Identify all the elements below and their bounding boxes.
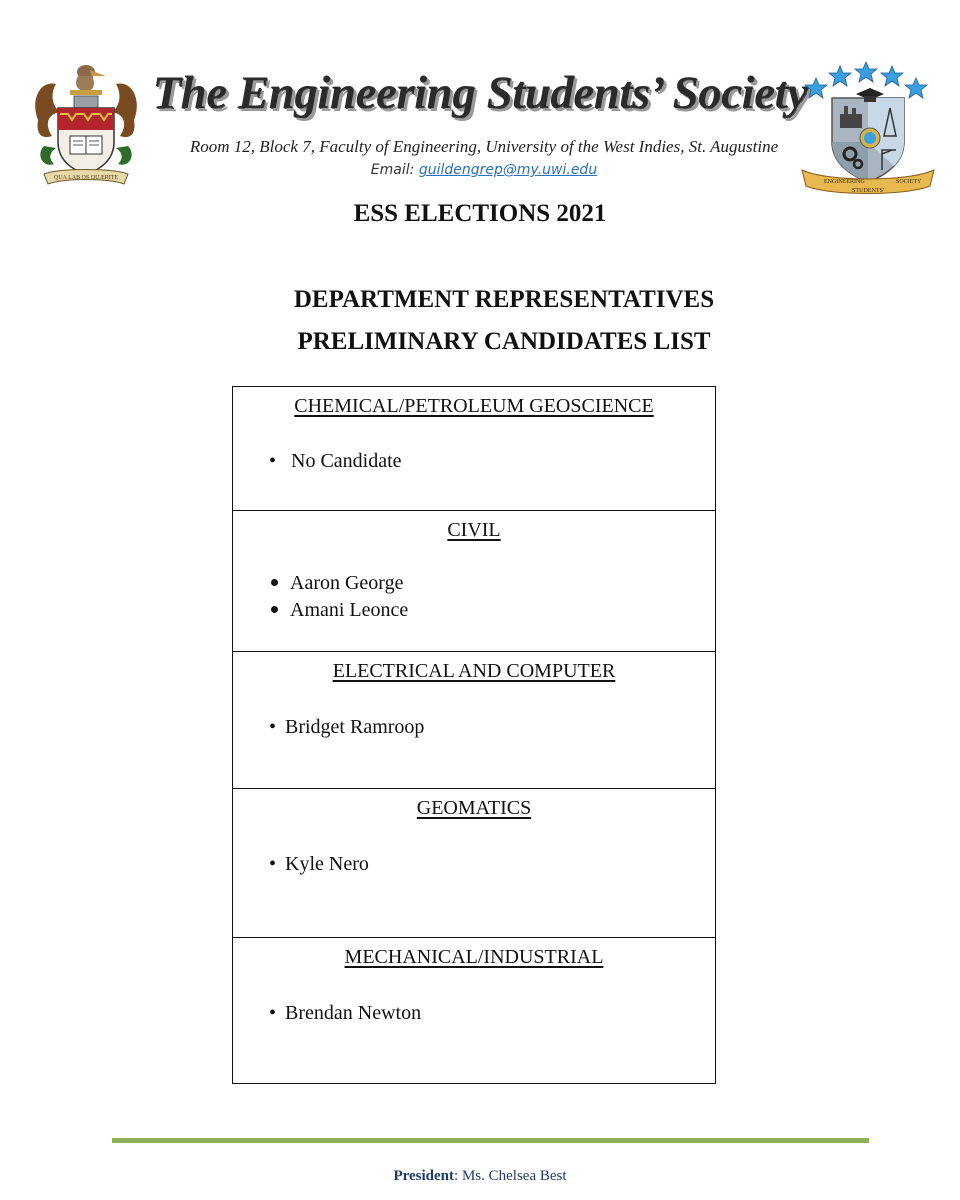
footer-president: [0, 1168, 960, 1185]
candidate-name: Aaron George: [290, 572, 404, 594]
candidate-name: Kyle Nero: [285, 853, 369, 875]
section-title: CHEMICAL/PETROLEUM GEOSCIENCE: [294, 395, 654, 417]
candidate-item: [269, 716, 424, 739]
bullet-icon: •: [269, 1002, 277, 1024]
crest-banner-right: SOCIETY: [896, 179, 922, 185]
uwi-coat-of-arms-logo: [30, 50, 142, 190]
bullet-icon: [271, 606, 278, 613]
candidate-item: [269, 853, 369, 876]
candidate-item: [269, 572, 403, 595]
candidate-item: [269, 599, 408, 622]
section-title: ELECTRICAL AND COMPUTER: [332, 660, 616, 682]
section-title: MECHANICAL/INDUSTRIAL: [344, 946, 604, 968]
candidate-name: Amani Leonce: [290, 599, 409, 621]
president-separator: :: [454, 1168, 462, 1184]
candidates-table: [232, 386, 716, 1084]
candidate-name: Bridget Ramroop: [285, 716, 425, 738]
candidate-item: [269, 450, 402, 473]
bullet-icon: •: [269, 716, 277, 738]
section-geomatics: [233, 788, 715, 937]
section-title: CIVIL: [447, 519, 501, 541]
candidate-name: Brendan Newton: [285, 1002, 422, 1024]
crest-banner-left: ENGINEERING: [824, 179, 865, 185]
crest-banner-mid: STUDENTS': [852, 188, 884, 194]
bullet-icon: [271, 579, 278, 586]
email-link[interactable]: guildengrep@my.uwi.edu: [418, 162, 598, 178]
section-mechanical-industrial: [233, 937, 715, 1082]
section-chemical-petroleum: [233, 387, 715, 510]
email-line: [150, 162, 818, 178]
list-title: PRELIMINARY CANDIDATES LIST: [297, 328, 711, 355]
address-line: Room 12, Block 7, Faculty of Engineering, University of the West Indies, St. Augustine: [189, 137, 779, 156]
president-label: President: [393, 1168, 455, 1184]
crest-motto: QUA LAB OS QUÆRITE: [53, 175, 119, 181]
ess-crest-logo: [798, 58, 938, 198]
president-name: Ms. Chelsea Best: [461, 1168, 567, 1184]
candidate-name: No Candidate: [291, 450, 402, 472]
bullet-icon: •: [269, 853, 277, 875]
footer-divider: [112, 1138, 869, 1143]
candidate-item: [269, 1002, 421, 1025]
section-civil: [233, 510, 715, 651]
email-label: Email:: [370, 162, 419, 178]
department-title: DEPARTMENT REPRESENTATIVES: [293, 286, 715, 313]
section-electrical-computer: [233, 651, 715, 788]
bullet-icon: •: [269, 450, 277, 472]
elections-title: ESS ELECTIONS 2021: [353, 200, 607, 227]
society-title: The Engineering Students’ Society: [152, 67, 808, 119]
section-title: GEOMATICS: [416, 797, 532, 819]
